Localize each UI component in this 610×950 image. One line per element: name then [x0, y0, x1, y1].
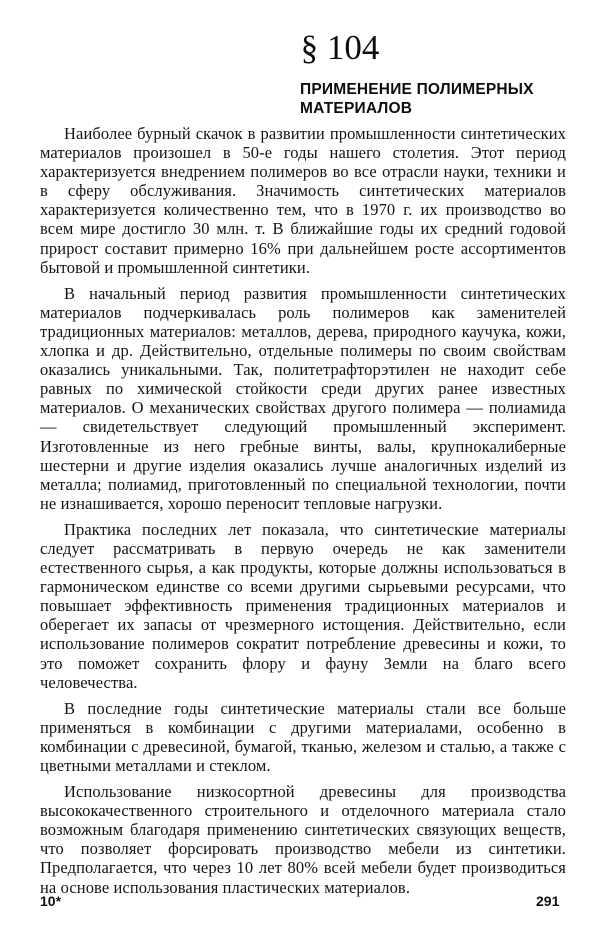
paragraph-5: Использование низкосортной древесины для производства высококачественного строительного и отделочного материала стало возможным благодаря применению синтетических связующих веществ, что позволяет форсировать производство мебели из синтетики. Предполагается, что через 10 лет 80% всей мебели будет производиться на основе использования пластических материалов.: [40, 782, 566, 897]
section-number: § 104: [300, 28, 380, 67]
paragraph-3: Практика последних лет показала, что синтетические материалы следует рассматривать в первую очередь не как заменители естественного сырья, а как продукты, которые должны использоваться в гармоническом единстве со всеми другими сырьевыми ресурсами, что повышает эффективность применения традиционных материалов и оберегает их запасы от чрезмерного истощения. Действительно, если использование полимеров сократит потребление древесины и кожи, то это поможет сохранить флору и фауну Земли на благо всего человечества.: [40, 519, 566, 692]
section-title: [300, 80, 590, 118]
section-title-line-2: МАТЕРИАЛОВ: [300, 100, 413, 117]
paragraph-1: Наиболее бурный скачок в развитии промышленности синтетических материалов произошел в 50-е годы нашего столетия. Этот период характеризуется внедрением полимеров во все отрасли науки, техники и в сферу обслуживания. Значимость синтетических материалов характеризуется количественно тем, что в 1970 г. их производство во всем мире достигло 30 млн. т. В ближайшие годы их средний годовой прирост составит примерно 16% при дальнейшем росте ассортиментов бытовой и промышленной синтетики.: [40, 124, 566, 277]
signature-mark: 10*: [40, 893, 62, 909]
paragraph-2: В начальный период развития промышленности синтетических материалов подчеркивалась роль полимеров как заменителей традиционных материалов: металлов, дерева, природного каучука, кожи, хлопка и др. Действительно, отдельные полимеры по своим свойствам оказались уникальными. Так, политетрафторэтилен не находит себе равных по химической стойкости среди других ранее известных материалов. О механических свойствах другого полимера — полиамида — свидетельствует следующий промышленный эксперимент. Изготовленные из него гребные винты, валы, крупнокалиберные шестерни и другие изделия оказались лучше аналогичных изделий из металла; полиамид, приготовленный по специальной технологии, почти не изнашивается, хорошо переносит тепловые нагрузки.: [40, 283, 566, 513]
section-title-line-1: ПРИМЕНЕНИЕ ПОЛИМЕРНЫХ: [300, 81, 534, 98]
paragraph-4: В последние годы синтетические материалы стали все больше применяться в комбинации с другими материалами, особенно в комбинации с древесиной, бумагой, тканью, железом и сталью, а также с цветными металлами и стеклом.: [40, 698, 566, 775]
page-number: 291: [536, 893, 560, 909]
body-text: [40, 124, 566, 904]
